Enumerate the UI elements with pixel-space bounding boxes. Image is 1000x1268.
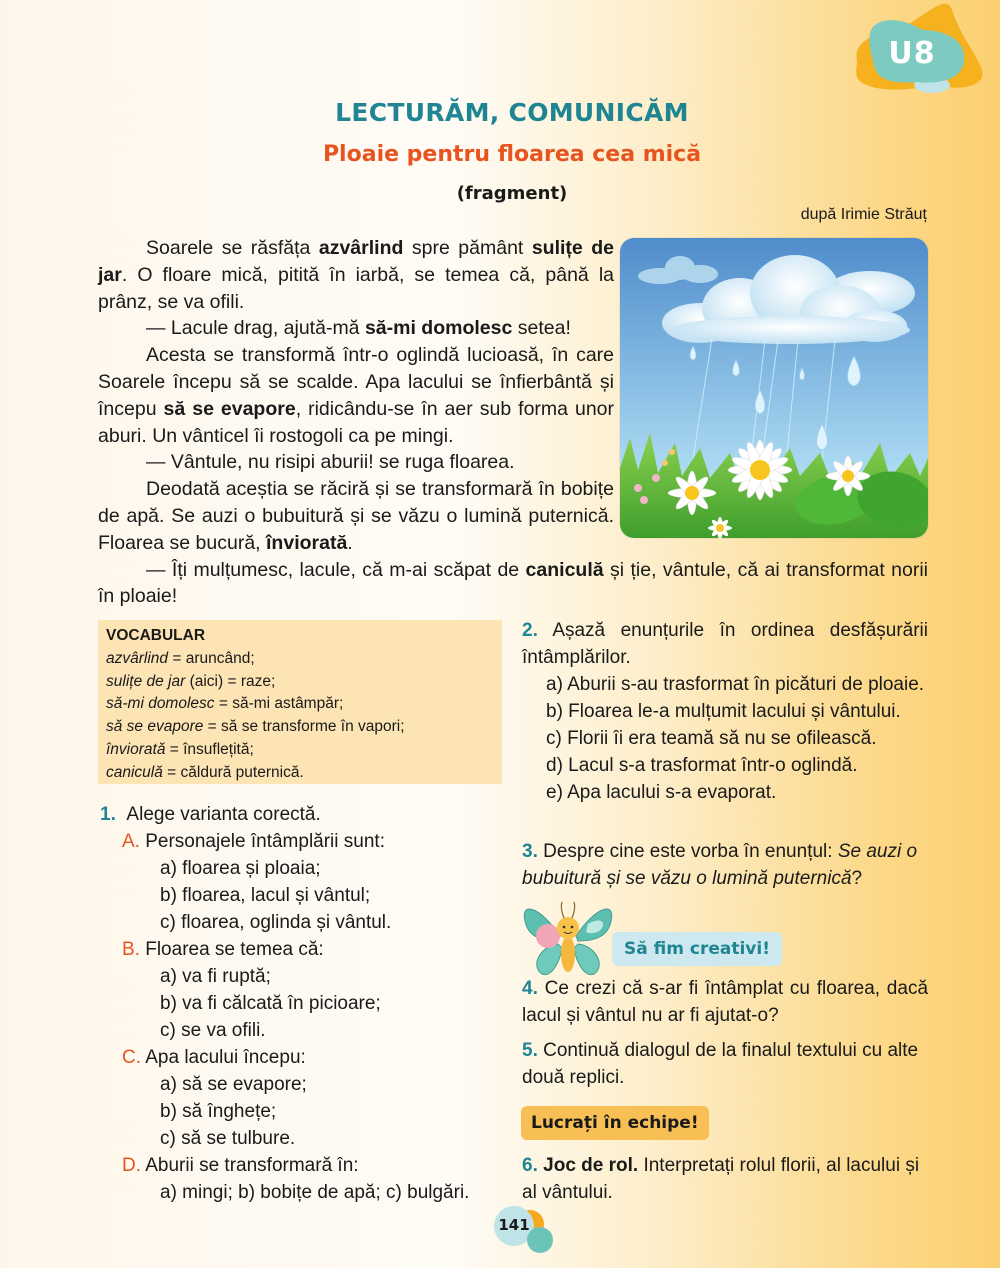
vocabulary-heading: VOCABULAR — [106, 627, 206, 644]
option[interactable]: b) va fi călcată în picioare; — [160, 993, 381, 1014]
option[interactable]: c) floarea, oglinda și vântul. — [160, 912, 392, 933]
keyword: sulițe de jar — [98, 237, 614, 286]
option[interactable]: b) floarea, lacul și vântul; — [160, 885, 371, 906]
story-paragraph: Acesta se transformă într-o oglindă lucioasă, în care Soarele începu să se scalde. Apa lacului se înfierbântă și începu să se evapore, ridicându-se în aer sub forma unor aburi. Un vânticel îi rostogoli ca pe mingi. — [98, 344, 615, 447]
list-item: d) Lacul s-a trasformat într-o oglindă. — [546, 755, 858, 776]
list-item: c) Florii îi era teamă să nu se ofilească. — [546, 728, 877, 749]
exercise-4-5 — [522, 975, 928, 1099]
question-c: C. Apa lacului începu: — [122, 1047, 306, 1068]
vocab-entry: înviorată = însuflețită; — [106, 740, 254, 758]
quoted-sentence: Se auzi o bubuitură și se văzu o lumină puternică — [522, 841, 918, 889]
option[interactable]: c) să se tulbure. — [160, 1128, 296, 1149]
exercise-number: 6. — [522, 1155, 538, 1176]
keyword: înviorată — [266, 531, 348, 554]
exercise-2 — [522, 617, 928, 806]
exercise-number: 4. — [522, 978, 538, 999]
option[interactable]: a) mingi; b) bobițe de apă; c) bulgări. — [160, 1182, 470, 1203]
option[interactable]: c) se va ofili. — [160, 1020, 266, 1041]
page-number: 141 — [498, 1216, 530, 1234]
exercise-number: 1. — [100, 804, 116, 825]
story-paragraph: Soarele se răsfăța azvârlind spre pământ sulițe de jar. O floare mică, pitită în iarbă, se temea că, până la prânz, se va ofili. — [98, 237, 614, 313]
vocab-entry: să-mi domolesc = să-mi astâmpăr; — [106, 695, 344, 713]
question-d: D. Aburii se transformară în: — [122, 1155, 359, 1176]
exercise-number: 5. — [522, 1040, 538, 1061]
vocab-entry: caniculă = căldură puternică. — [106, 763, 304, 781]
option[interactable]: b) să înghețe; — [160, 1101, 277, 1122]
list-item: b) Floarea le-a mulțumit lacului și vântului. — [546, 701, 901, 722]
keyword: caniculă — [525, 558, 604, 581]
page-number-badge — [488, 1206, 568, 1258]
author-credit: după Irimie Străuț — [800, 206, 927, 223]
activity-title: Joc de rol. — [543, 1155, 639, 1176]
section-title: LECTURĂM, COMUNICĂM — [335, 98, 689, 127]
exercise-1 — [100, 801, 512, 1206]
exercise-3: 3. Despre cine este vorba în enunțul: Se auzi o bubuitură și se văzu o lumină puternică? — [522, 841, 918, 889]
unit-label: U8 — [888, 36, 936, 71]
vocab-entry: azvârlind = aruncând; — [106, 649, 255, 667]
list-item: a) Aburii s-au trasformat în picături de ploaie. — [546, 674, 925, 695]
exercise-6: 6. Joc de rol. Interpretați rolul florii, al lacului și al vântului. — [522, 1155, 920, 1203]
option[interactable]: a) să se evapore; — [160, 1074, 307, 1095]
exercise-prompt: Alege varianta corectă. — [126, 804, 321, 825]
question-a: A. Personajele întâmplării sunt: — [122, 831, 385, 852]
creative-section-label: Să fim creativi! — [612, 932, 782, 966]
option[interactable]: a) floarea și ploaia; — [160, 858, 321, 879]
vocabulary-box — [98, 620, 502, 784]
exercise-4: 4. Ce crezi că s-ar fi întâmplat cu floarea, dacă lacul și vântul nu ar fi ajutat-o? — [522, 978, 929, 1026]
unit-badge — [812, 0, 992, 100]
keyword: azvârlind — [318, 237, 404, 259]
rain-illustration — [620, 238, 928, 538]
exercise-prompt: Așază enunțurile în ordinea desfășurării întâmplărilor. — [522, 620, 928, 668]
butterfly-mascot-icon — [520, 896, 616, 982]
story-paragraph: — Lacule drag, ajută-mă să-mi domolesc setea! — [146, 317, 571, 340]
story-paragraph: — Vântule, nu risipi aburii! se ruga floarea. — [146, 451, 515, 474]
story-paragraph: Deodată aceștia se răciră și se transformară în bobițe de apă. Se auzi o bubuitură și se văzu o lumină puternică. Floarea se bucură, înviorată. — [98, 478, 614, 554]
exercise-number: 3. — [522, 841, 538, 862]
option[interactable]: a) va fi ruptă; — [160, 966, 271, 987]
keyword: să se evapore — [163, 397, 296, 420]
fragment-label: (fragment) — [456, 183, 568, 204]
question-b: B. Floarea se temea că: — [122, 939, 324, 960]
keyword: să-mi domolesc — [364, 317, 513, 340]
story-title: Ploaie pentru floarea cea mică — [322, 142, 702, 167]
team-work-label: Lucrați în echipe! — [521, 1106, 709, 1140]
exercise-5: 5. Continuă dialogul de la finalul textului cu alte două replici. — [522, 1040, 919, 1088]
vocab-entry: sulițe de jar (aici) = raze; — [106, 672, 276, 690]
rain-cloud-flowers-icon — [620, 238, 928, 538]
list-item: e) Apa lacului s-a evaporat. — [546, 782, 777, 803]
vocab-entry: să se evapore = să se transforme în vapori; — [106, 718, 405, 736]
story-paragraph: — Îți mulțumesc, lacule, că m-ai scăpat de caniculă și ție, vântule, că ai transformat norii în ploaie! — [98, 558, 928, 608]
exercise-number: 2. — [522, 620, 538, 641]
